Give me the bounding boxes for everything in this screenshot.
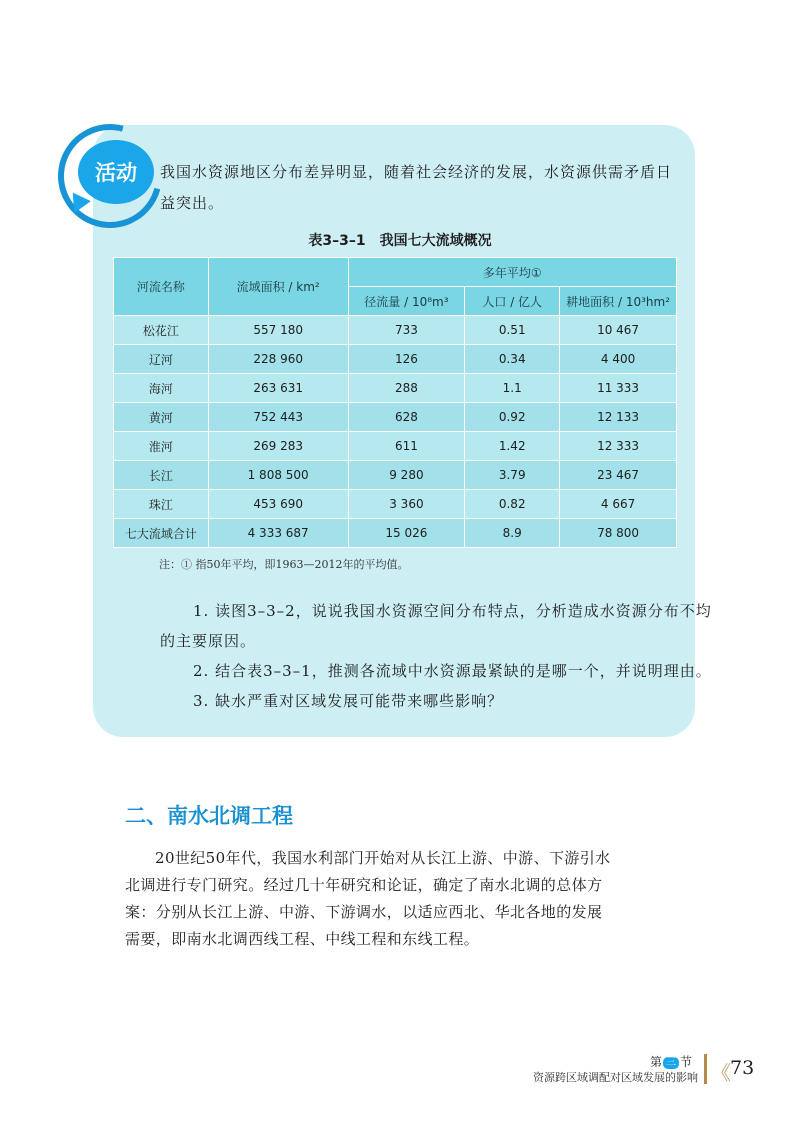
cell-runoff: 9 280 [348, 461, 465, 490]
cell-population: 3.79 [465, 461, 560, 490]
question-1-line1: 1. 读图3–3–2，说说我国水资源空间分布特点，分析造成水资源分布不均 [193, 602, 712, 620]
cell-farmland: 4 400 [560, 345, 677, 374]
river-basin-table [113, 257, 677, 548]
cell-population: 1.1 [465, 374, 560, 403]
chapter-prefix: 第 [650, 1055, 663, 1069]
section-paragraph: 20世纪50年代，我国水利部门开始对从长江上游、中游、下游引水北调进行专门研究。经过几十年研究和论证，确定了南水北调的总体方案：分别从长江上游、中游、下游调水，以适应西北、华北各地的发展需要，即南水北调西线工程、中线工程和东线工程。 [125, 849, 611, 948]
cell-area: 752 443 [208, 403, 348, 432]
cell-population: 1.42 [465, 432, 560, 461]
question-3: 3. 缺水严重对区域发展可能带来哪些影响？ [193, 692, 504, 710]
cell-farmland: 10 467 [560, 316, 677, 345]
cell-name: 海河 [114, 374, 209, 403]
question-1-line2: 的主要原因。 [160, 632, 257, 650]
activity-intro: 我国水资源地区分布差异明显，随着社会经济的发展，水资源供需矛盾日益突出。 [160, 163, 673, 212]
cell-population: 8.9 [465, 519, 560, 548]
table-row [114, 374, 677, 403]
cell-name: 珠江 [114, 490, 209, 519]
cell-area: 1 808 500 [208, 461, 348, 490]
footer-chapter [650, 1053, 692, 1070]
cell-farmland: 23 467 [560, 461, 677, 490]
header-river: 河流名称 [114, 258, 209, 316]
cell-farmland: 12 133 [560, 403, 677, 432]
header-population: 人口 / 亿人 [465, 287, 560, 316]
table-row [114, 345, 677, 374]
footer-section-name: 资源跨区域调配对区域发展的影响 [533, 1071, 698, 1084]
section-title: 二、南水北调工程 [125, 804, 293, 828]
cell-farmland: 11 333 [560, 374, 677, 403]
cell-farmland: 78 800 [560, 519, 677, 548]
table-note: 注：① 指50年平均，即1963—2012年的平均值。 [159, 558, 409, 571]
page-number: 73 [730, 1057, 755, 1079]
cell-runoff: 628 [348, 403, 465, 432]
cell-runoff: 288 [348, 374, 465, 403]
table-row [114, 403, 677, 432]
cell-runoff: 611 [348, 432, 465, 461]
cell-runoff: 733 [348, 316, 465, 345]
cell-farmland: 4 667 [560, 490, 677, 519]
cell-name: 长江 [114, 461, 209, 490]
cell-population: 0.51 [465, 316, 560, 345]
table-row [114, 461, 677, 490]
cell-population: 0.82 [465, 490, 560, 519]
chapter-suffix: 节 [680, 1055, 693, 1069]
cell-name: 淮河 [114, 432, 209, 461]
footer-divider [704, 1054, 707, 1084]
cell-name: 黄河 [114, 403, 209, 432]
table-row [114, 432, 677, 461]
cell-population: 0.92 [465, 403, 560, 432]
cell-area: 557 180 [208, 316, 348, 345]
activity-badge: 活动 [78, 140, 154, 204]
cell-runoff: 15 026 [348, 519, 465, 548]
header-runoff: 径流量 / 10⁸m³ [348, 287, 465, 316]
cell-area: 453 690 [208, 490, 348, 519]
cell-runoff: 126 [348, 345, 465, 374]
header-multi-year-avg: 多年平均① [348, 258, 676, 287]
table-row [114, 316, 677, 345]
cell-population: 0.34 [465, 345, 560, 374]
cell-area: 263 631 [208, 374, 348, 403]
chapter-number-marker [663, 1057, 679, 1069]
table-row [114, 490, 677, 519]
cell-runoff: 3 360 [348, 490, 465, 519]
cell-name: 松花江 [114, 316, 209, 345]
cell-area: 269 283 [208, 432, 348, 461]
table-row [114, 519, 677, 548]
header-area: 流域面积 / km² [208, 258, 348, 316]
cell-area: 228 960 [208, 345, 348, 374]
cell-name: 七大流域合计 [114, 519, 209, 548]
cell-area: 4 333 687 [208, 519, 348, 548]
chapter-number: 三 [666, 1056, 677, 1068]
header-farmland: 耕地面积 / 10³hm² [560, 287, 677, 316]
cell-name: 辽河 [114, 345, 209, 374]
question-2: 2. 结合表3–3–1，推测各流域中水资源最紧缺的是哪一个，并说明理由。 [193, 662, 712, 680]
table-title: 表3–3–1 我国七大流域概况 [308, 233, 492, 249]
chevron-left-icon: 《 [711, 1061, 731, 1085]
cell-farmland: 12 333 [560, 432, 677, 461]
